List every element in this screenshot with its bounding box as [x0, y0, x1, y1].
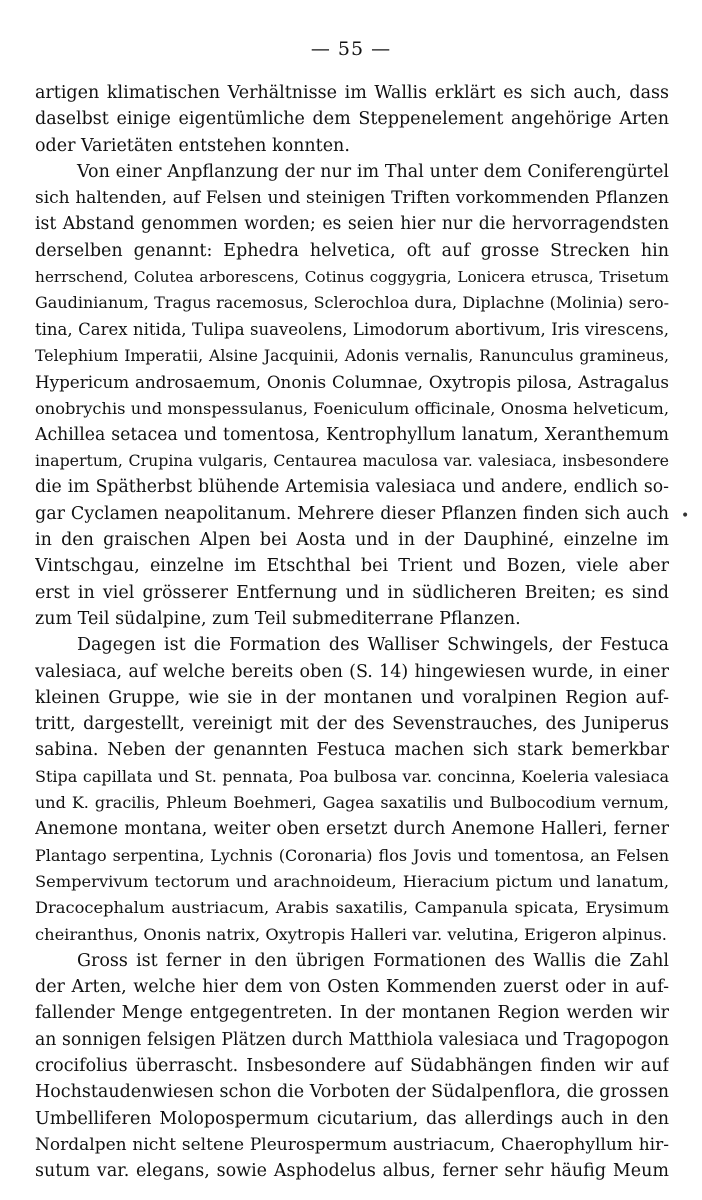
text-line: Anemone montana, weiter oben ersetzt durch Anemone Halleri, ferner [35, 819, 669, 840]
text-line: Stipa capillata und St. pennata, Poa bulbosa var. concinna, Koeleria valesiaca [35, 766, 669, 786]
text-line: Vintschgau, einzelne im Etschthal bei Trient und Bozen, viele aber [35, 556, 669, 577]
text-line: crocifolius überrascht. Insbesondere auf Südabhängen finden wir auf [35, 1055, 669, 1076]
margin-mark: • [681, 508, 690, 524]
text-line: ist Abstand genommen worden; es seien hier nur die hervorragendsten [35, 214, 669, 235]
text-line: Hypericum androsaemum, Ononis Columnae, Oxytropis pilosa, Astragalus [35, 372, 669, 393]
text-line: derselben genannt: Ephedra helvetica, oft auf grosse Strecken hin [35, 240, 669, 261]
text-line: die im Spätherbst blühende Artemisia valesiaca und andere, endlich so- [35, 477, 669, 498]
text-line: onobrychis und monspessulanus, Foeniculum officinale, Onosma helveticum, [35, 398, 669, 418]
body-text [35, 80, 669, 1184]
page-number: — 55 — [310, 38, 392, 60]
text-line: Dagegen ist die Formation des Walliser Schwingels, der Festuca [77, 635, 669, 656]
text-line: Hochstaudenwiesen schon die Vorboten der Südalpenflora, die grossen [35, 1082, 669, 1103]
text-line: herrschend, Colutea arborescens, Cotinus coggygria, Lonicera etrusca, Trisetum [35, 268, 669, 287]
text-line: Plantago serpentina, Lychnis (Coronaria) flos Jovis und tomentosa, an Felsen [35, 845, 669, 865]
text-line: sabina. Neben der genannten Festuca machen sich stark bemerkbar [35, 740, 669, 761]
text-line: Nordalpen nicht seltene Pleurospermum austriacum, Chaerophyllum hir- [35, 1134, 669, 1155]
text-line: an sonnigen felsigen Plätzen durch Matthiola valesiaca und Tragopogon [35, 1029, 669, 1050]
text-line: Gross ist ferner in den übrigen Formationen des Wallis die Zahl [77, 950, 669, 971]
text-line: sich haltenden, auf Felsen und steinigen Triften vorkommenden Pflanzen [35, 188, 669, 209]
text-line: Von einer Anpflanzung der nur im Thal unter dem Coniferengürtel [77, 161, 669, 182]
text-line: daselbst einige eigentümliche dem Steppenelement angehörige Arten [35, 109, 669, 130]
text-line: zum Teil südalpine, zum Teil submediterrane Pflanzen. [35, 608, 521, 629]
text-line: sutum var. elegans, sowie Asphodelus albus, ferner sehr häufig Meum [35, 1161, 669, 1182]
text-line: in den graischen Alpen bei Aosta und in der Dauphiné, einzelne im [35, 530, 669, 551]
text-line: Umbelliferen Molopospermum cicutarium, das allerdings auch in den [35, 1108, 669, 1129]
text-line: Dracocephalum austriacum, Arabis saxatilis, Campanula spicata, Erysimum [35, 898, 669, 918]
text-line: fallender Menge entgegentreten. In der montanen Region werden wir [35, 1003, 669, 1024]
text-line: Sempervivum tectorum und arachnoideum, Hieracium pictum und lanatum, [35, 871, 669, 891]
text-line: tina, Carex nitida, Tulipa suaveolens, Limodorum abortivum, Iris virescens, [35, 319, 669, 339]
text-line: cheiranthus, Ononis natrix, Oxytropis Halleri var. velutina, Erigeron alpinus. [35, 924, 667, 944]
text-line: artigen klimatischen Verhältnisse im Wallis erklärt es sich auch, dass [35, 83, 669, 103]
text-line: Achillea setacea und tomentosa, Kentrophyllum lanatum, Xeranthemum [35, 424, 669, 445]
text-line: der Arten, welche hier dem von Osten Kommenden zuerst oder in auf- [35, 977, 669, 998]
text-line: und K. gracilis, Phleum Boehmeri, Gagea saxatilis und Bulbocodium vernum, [35, 793, 669, 813]
text-line: kleinen Gruppe, wie sie in der montanen und voralpinen Region auf- [35, 687, 669, 708]
text-line: tritt, dargestellt, vereinigt mit der des Sevenstrauches, des Juniperus [35, 714, 669, 735]
text-line: valesiaca, auf welche bereits oben (S. 14) hingewiesen wurde, in einer [35, 661, 669, 682]
text-line: gar Cyclamen neapolitanum. Mehrere dieser Pflanzen finden sich auch [35, 503, 669, 524]
text-line: inapertum, Crupina vulgaris, Centaurea maculosa var. valesiaca, insbesondere [35, 451, 669, 471]
text-line: erst in viel grösserer Entfernung und in südlicheren Breiten; es sind [35, 582, 669, 603]
text-line: oder Varietäten entstehen konnten. [35, 135, 350, 156]
text-line: Telephium Imperatii, Alsine Jacquinii, Adonis vernalis, Ranunculus gramineus, [35, 345, 669, 365]
text-line: Gaudinianum, Tragus racemosus, Sclerochloa dura, Diplachne (Molinia) sero- [35, 293, 669, 313]
